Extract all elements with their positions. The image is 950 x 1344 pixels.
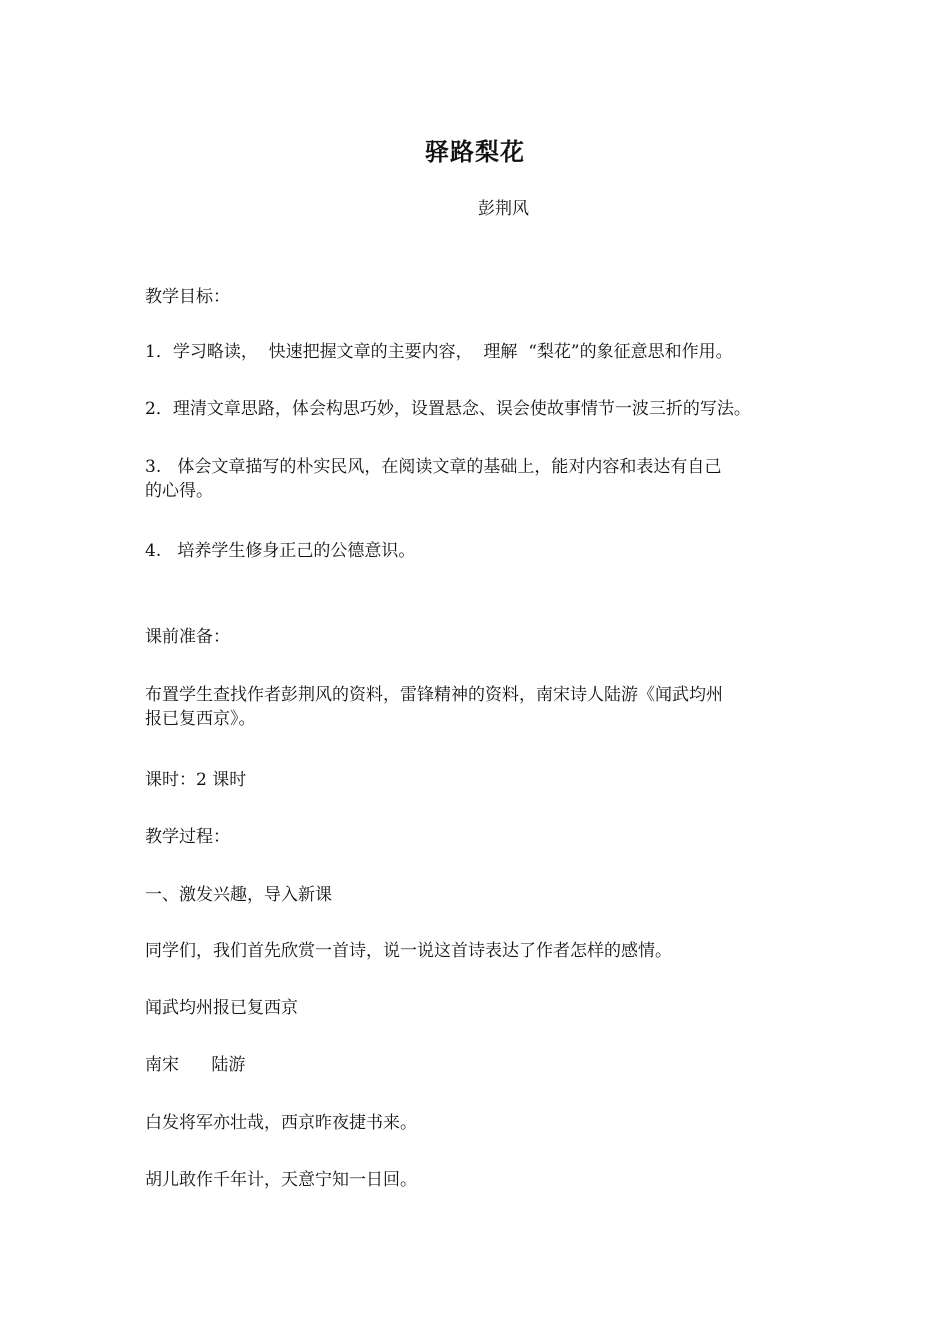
goal-item-3: 3. 体会文章描写的朴实民风，在阅读文章的基础上，能对内容和表达有自己 的心得。 (145, 457, 722, 501)
goals-heading: 教学目标： (145, 287, 230, 307)
goal-item-2: 2．理清文章思路，体会构思巧妙，设置悬念、误会使故事情节一波三折的写法。 (145, 399, 751, 419)
document-title: 驿路梨花 (425, 138, 525, 166)
class-hours: 课时：2 课时 (145, 770, 247, 790)
document-author: 彭荆风 (478, 199, 529, 219)
poem-line-2: 胡儿敢作千年计，天意宁知一日回。 (145, 1170, 417, 1190)
intro-text: 同学们，我们首先欣赏一首诗，说一说这首诗表达了作者怎样的感情。 (145, 941, 672, 961)
goal-item-1: 1．学习略读， 快速把握文章的主要内容， 理解 “梨花”的象征意思和作用。 (145, 342, 733, 362)
section-one-heading: 一、激发兴趣，导入新课 (145, 885, 332, 905)
prep-heading: 课前准备： (145, 627, 230, 647)
poem-author: 南宋 陆游 (145, 1055, 246, 1075)
process-heading: 教学过程： (145, 827, 230, 847)
prep-text: 布置学生查找作者彭荆风的资料，雷锋精神的资料，南宋诗人陆游《闻武均州 报已复西京》。 (145, 685, 723, 729)
poem-title: 闻武均州报已复西京 (145, 998, 298, 1018)
goal-item-4: 4. 培养学生修身正己的公德意识。 (145, 541, 416, 561)
poem-line-1: 白发将军亦壮哉，西京昨夜捷书来。 (145, 1113, 417, 1133)
